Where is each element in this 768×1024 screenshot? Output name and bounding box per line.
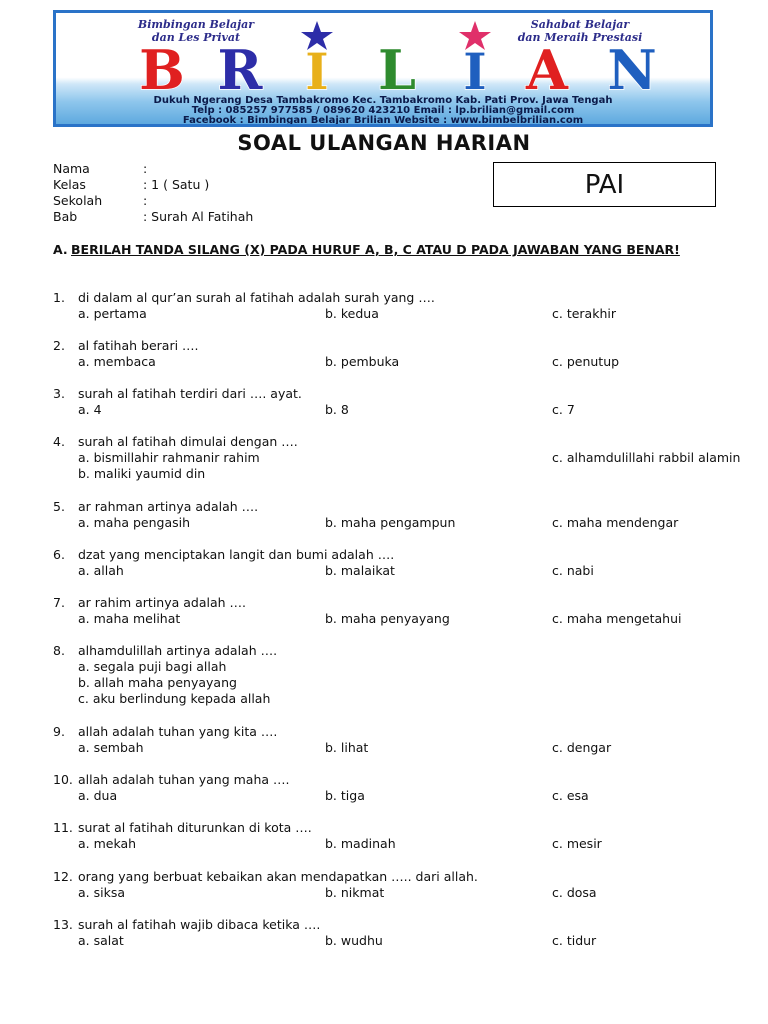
question-stem: ar rahman artinya adalah …. xyxy=(78,499,259,514)
question-number: 12. xyxy=(53,869,73,884)
question-number: 6. xyxy=(53,547,65,562)
answer-option[interactable]: b. malaikat xyxy=(325,563,395,578)
logo-letter-i2: I xyxy=(463,42,487,95)
answer-option[interactable]: b. wudhu xyxy=(325,933,383,948)
answer-option[interactable]: a. maha melihat xyxy=(78,611,181,626)
instruction-text: BERILAH TANDA SILANG (X) PADA HURUF A, B, C ATAU D PADA JAWABAN YANG BENAR! xyxy=(71,242,680,257)
question-item xyxy=(53,499,733,531)
answer-option[interactable]: b. tiga xyxy=(325,788,365,803)
answer-option[interactable]: b. maha penyayang xyxy=(325,611,450,626)
answer-options xyxy=(53,933,733,949)
info-value: : xyxy=(143,161,148,176)
question-stem: surat al fatihah diturunkan di kota …. xyxy=(78,820,312,835)
question-item xyxy=(53,547,733,579)
answer-option[interactable]: c. alhamdulillahi rabbil alamin xyxy=(552,450,741,465)
logo-letter-b: B xyxy=(139,38,185,95)
answer-option[interactable]: c. nabi xyxy=(552,563,594,578)
question-item xyxy=(53,434,741,482)
answer-options xyxy=(53,515,733,531)
answer-option[interactable]: b. pembuka xyxy=(325,354,400,369)
question-item xyxy=(53,595,733,627)
brilian-logo xyxy=(92,15,676,95)
section-instruction xyxy=(53,242,715,258)
answer-option[interactable]: b. 8 xyxy=(325,402,349,417)
question-number: 2. xyxy=(53,338,65,353)
answer-option[interactable]: b. lihat xyxy=(325,740,369,755)
answer-option[interactable]: a. salat xyxy=(78,933,124,948)
answer-option[interactable]: c. 7 xyxy=(552,402,575,417)
logo-letter-i: I xyxy=(305,42,329,95)
banner-address: Dukuh Ngerang Desa Tambakromo Kec. Tambakromo Kab. Pati Prov. Jawa Tengah xyxy=(153,95,613,106)
banner-social: Facebook : Bimbingan Belajar Brilian Website : www.bimbelbrilian.com xyxy=(182,115,584,126)
answer-options xyxy=(53,885,733,901)
answer-option[interactable]: b. nikmat xyxy=(325,885,385,900)
answer-options xyxy=(53,354,733,370)
banner-contact: Telp : 085257 977585 / 089620 423210 Email : lp.brilian@gmail.com xyxy=(191,105,575,116)
info-row-bab xyxy=(53,209,253,225)
question-number: 11. xyxy=(53,820,73,835)
answer-option[interactable]: a. bismillahir rahmanir rahim xyxy=(78,450,260,465)
tagline-left-line: dan Les Privat xyxy=(151,31,241,44)
question-number: 13. xyxy=(53,917,73,932)
info-row-sekolah xyxy=(53,193,253,209)
question-item xyxy=(53,869,733,901)
header-banner xyxy=(53,10,713,127)
logo-letter-r: R xyxy=(217,38,263,95)
question-number: 5. xyxy=(53,499,65,514)
question-item xyxy=(53,386,733,418)
answer-option[interactable]: b. maliki yaumid din xyxy=(78,466,206,481)
question-stem: ar rahim artinya adalah …. xyxy=(78,595,246,610)
answer-options xyxy=(53,740,733,756)
answer-option[interactable]: b. allah maha penyayang xyxy=(78,675,237,690)
answer-option[interactable]: c. esa xyxy=(552,788,589,803)
question-item xyxy=(53,290,733,322)
info-label: Bab xyxy=(53,209,78,224)
info-label: Kelas xyxy=(53,177,86,192)
question-stem: di dalam al qur’an surah al fatihah adalah surah yang …. xyxy=(78,290,435,305)
answer-option[interactable]: b. madinah xyxy=(325,836,396,851)
info-row-nama xyxy=(53,161,253,177)
question-stem: dzat yang menciptakan langit dan bumi adalah …. xyxy=(78,547,395,562)
answer-option[interactable]: a. maha pengasih xyxy=(78,515,191,530)
answer-option[interactable]: c. mesir xyxy=(552,836,602,851)
logo-letter-l: L xyxy=(378,38,416,95)
answer-option[interactable]: c. dengar xyxy=(552,740,612,755)
answer-option[interactable]: c. aku berlindung kepada allah xyxy=(78,691,271,706)
answer-option[interactable]: c. maha mendengar xyxy=(552,515,679,530)
question-stem: surah al fatihah wajib dibaca ketika …. xyxy=(78,917,321,932)
answer-option[interactable]: c. penutup xyxy=(552,354,620,369)
question-item xyxy=(53,724,733,756)
answer-option[interactable]: b. maha pengampun xyxy=(325,515,456,530)
section-letter: A. xyxy=(53,242,68,257)
answer-option[interactable]: a. segala puji bagi allah xyxy=(78,659,227,674)
subject-box: PAI xyxy=(493,162,716,207)
tagline-right-line: Sahabat Belajar xyxy=(530,18,630,31)
question-item xyxy=(53,338,733,370)
answer-options xyxy=(53,450,741,466)
question-stem: surah al fatihah terdiri dari …. ayat. xyxy=(78,386,302,401)
answer-option[interactable]: a. allah xyxy=(78,563,124,578)
info-value: : xyxy=(143,193,148,208)
answer-option[interactable]: a. siksa xyxy=(78,885,126,900)
info-value: : 1 ( Satu ) xyxy=(143,177,210,192)
answer-option[interactable]: c. maha mengetahui xyxy=(552,611,682,626)
question-stem: alhamdulillah artinya adalah …. xyxy=(78,643,278,658)
tagline-right-line: dan Meraih Prestasi xyxy=(517,31,643,44)
answer-option[interactable]: a. dua xyxy=(78,788,118,803)
logo-letter-a: A xyxy=(526,38,568,95)
answer-option[interactable]: a. sembah xyxy=(78,740,144,755)
answer-options xyxy=(53,611,733,627)
page-title: SOAL ULANGAN HARIAN xyxy=(237,131,531,155)
question-stem: allah adalah tuhan yang maha …. xyxy=(78,772,290,787)
answer-option[interactable]: c. terakhir xyxy=(552,306,616,321)
answer-option[interactable]: a. 4 xyxy=(78,402,102,417)
question-stem: orang yang berbuat kebaikan akan mendapatkan ….. dari allah. xyxy=(78,869,478,884)
info-label: Nama xyxy=(53,161,90,176)
question-item xyxy=(53,772,733,804)
question-number: 3. xyxy=(53,386,65,401)
answer-options xyxy=(53,402,733,418)
question-number: 8. xyxy=(53,643,65,658)
answer-option[interactable]: c. dosa xyxy=(552,885,597,900)
answer-option[interactable]: a. pertama xyxy=(78,306,147,321)
question-number: 10. xyxy=(53,772,73,787)
answer-option[interactable]: a. membaca xyxy=(78,354,156,369)
question-stem: al fatihah berari …. xyxy=(78,338,199,353)
question-number: 4. xyxy=(53,434,65,449)
question-number: 7. xyxy=(53,595,65,610)
question-item xyxy=(53,917,733,949)
question-number: 9. xyxy=(53,724,65,739)
info-row-kelas xyxy=(53,177,253,193)
answer-options xyxy=(53,306,733,322)
question-number: 1. xyxy=(53,290,65,305)
answer-option[interactable]: a. mekah xyxy=(78,836,137,851)
question-item xyxy=(53,643,733,707)
logo-letter-n: N xyxy=(607,38,657,95)
answer-option[interactable]: c. tidur xyxy=(552,933,597,948)
answer-options xyxy=(53,836,733,852)
question-stem: allah adalah tuhan yang kita …. xyxy=(78,724,278,739)
info-value: : Surah Al Fatihah xyxy=(143,209,254,224)
answer-options xyxy=(53,563,733,579)
question-item xyxy=(53,820,733,852)
tagline-left-line: Bimbingan Belajar xyxy=(137,18,255,31)
info-label: Sekolah xyxy=(53,193,103,208)
answer-options xyxy=(53,788,733,804)
student-info xyxy=(53,161,253,225)
answer-option[interactable]: b. kedua xyxy=(325,306,379,321)
question-stem: surah al fatihah dimulai dengan …. xyxy=(78,434,298,449)
